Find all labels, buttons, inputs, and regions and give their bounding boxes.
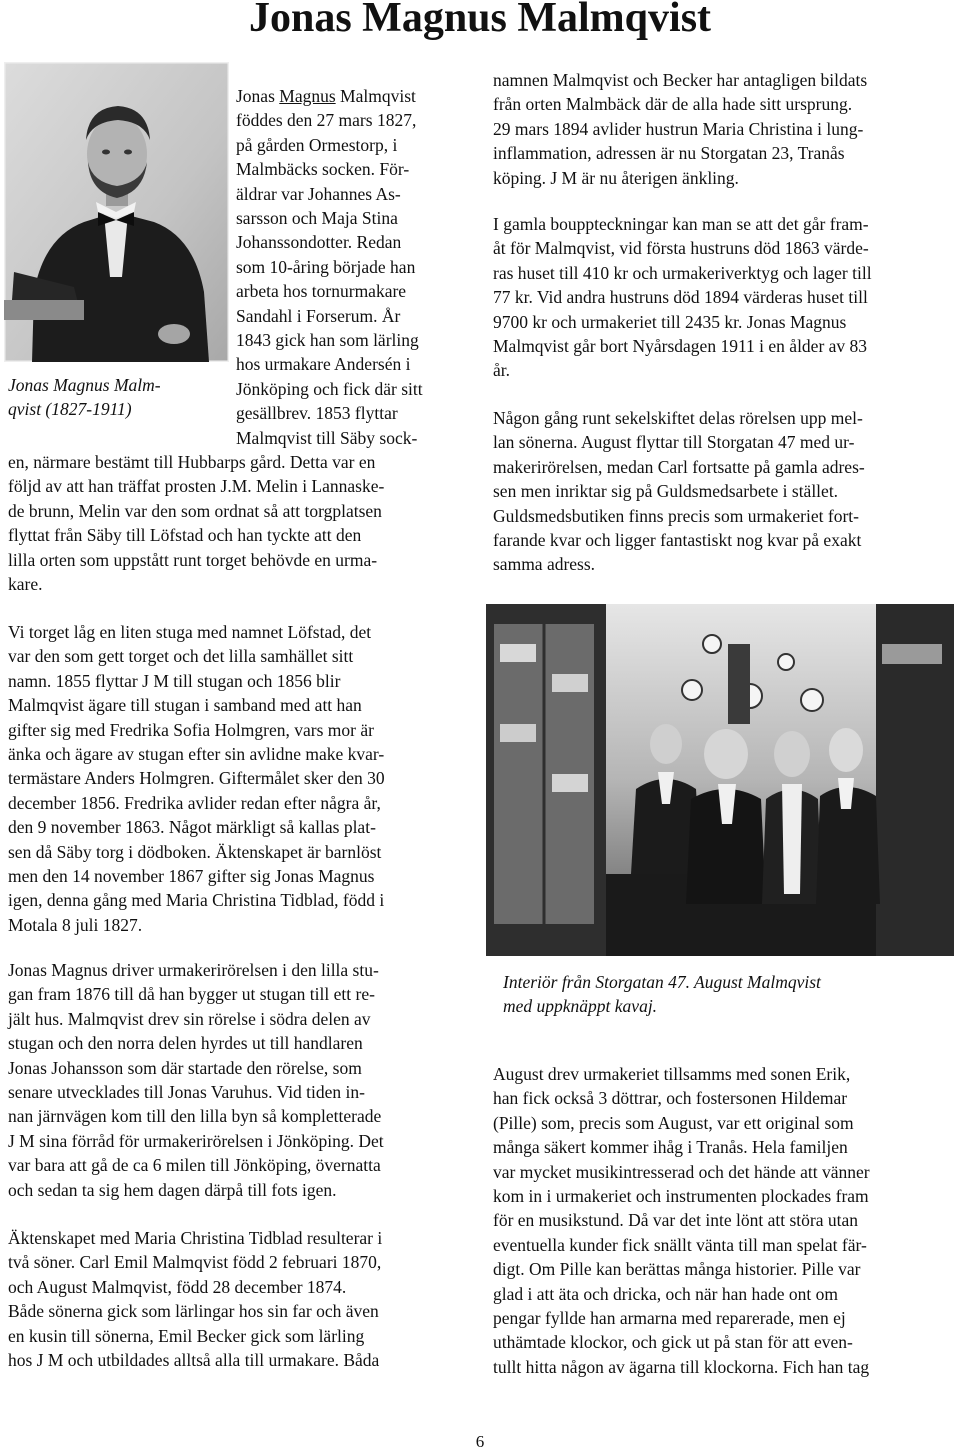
paragraph-line: och sedan ta sig hem dagen därpå till fots igen. bbox=[8, 1179, 337, 1200]
intro-line: Malmbäcks socken. För- bbox=[236, 159, 410, 180]
paragraph-line: digt. Om Pille kan berättas många historier. Pille var bbox=[493, 1259, 861, 1280]
paragraph-line: år. bbox=[493, 360, 511, 381]
intro-line: 1843 gick han som lärling bbox=[236, 330, 419, 351]
paragraph-line: eventuella kunder fick snällt vänta till man spelat fär- bbox=[493, 1234, 867, 1255]
left-paragraph-2 bbox=[8, 620, 478, 937]
intro-line: Johanssondotter. Redan bbox=[236, 232, 402, 253]
paragraph-line: lan sönerna. August flyttar till Storgatan 47 med ur- bbox=[493, 432, 855, 453]
paragraph-line: men den 14 november 1867 gifter sig Jonas Magnus bbox=[8, 866, 375, 887]
intro-line: Jönköping och fick där sitt bbox=[236, 378, 423, 399]
paragraph-line: den 9 november 1863. Något märkligt så kallas plat- bbox=[8, 817, 376, 838]
paragraph-line: sen då Säby torg i dödboken. Äktenskapet är barnlöst bbox=[8, 841, 382, 862]
paragraph-line: Motala 8 juli 1827. bbox=[8, 914, 143, 935]
paragraph-line: åt för Malmqvist, vid första hustruns död 1863 värde- bbox=[493, 238, 869, 259]
paragraph-line: Någon gång runt sekelskiftet delas rörelsen upp mel- bbox=[493, 408, 863, 428]
paragraph-line: var den som gett torget och det lilla samhället sitt bbox=[8, 646, 354, 667]
intro-name-underlined: Magnus bbox=[279, 86, 336, 106]
intro-full-width bbox=[8, 450, 478, 596]
left-paragraph-4 bbox=[8, 1226, 478, 1372]
workshop-caption bbox=[503, 970, 821, 1019]
paragraph-line: Både sönerna gick som lärlingar hos sin far och även bbox=[8, 1301, 379, 1322]
right-paragraph-4 bbox=[493, 1062, 953, 1379]
paragraph-line: J M sina förråd för urmakerirörelsen i Jönköping. Det bbox=[8, 1130, 384, 1151]
intro-line: äldrar var Johannes As- bbox=[236, 183, 401, 204]
paragraph-line: uthämtade klockor, och gick ut på stan för att even- bbox=[493, 1332, 853, 1353]
right-paragraph-1 bbox=[493, 68, 953, 190]
paragraph-line: hos J M och utbildades alltså alla till urmakare. Båda bbox=[8, 1350, 380, 1371]
portrait-photo bbox=[4, 62, 229, 362]
paragraph-line: änka och ägare av stugan efter sin avlidne make kvar- bbox=[8, 744, 385, 765]
paragraph-line: pengar fyllde han armarna med reparerade, men ej bbox=[493, 1308, 846, 1329]
intro-line: Sandahl i Forserum. År bbox=[236, 305, 401, 326]
paragraph-line: december 1856. Fredrika avlider redan efter några år, bbox=[8, 792, 381, 813]
page-title: Jonas Magnus Malmqvist bbox=[248, 0, 712, 41]
paragraph-line: farande kvar och ligger fantastiskt nog kvar på exakt bbox=[493, 530, 862, 551]
paragraph-line: igen, denna gång med Maria Christina Tidblad, född i bbox=[8, 890, 385, 911]
intro-line: sarsson och Maja Stina bbox=[236, 208, 398, 229]
portrait-caption bbox=[8, 373, 161, 422]
paragraph-line: Malmqvist går bort Nyårsdagen 1911 i en ålder av 83 bbox=[493, 336, 868, 357]
paragraph-line: makerirörelsen, medan Carl fortsatte på gamla adres- bbox=[493, 456, 865, 477]
paragraph-line: (Pille) som, precis som August, var ett original som bbox=[493, 1112, 854, 1133]
intro-full-line: lilla orten som uppstått runt torget behövde en urma- bbox=[8, 549, 378, 570]
intro-narrow-column bbox=[236, 84, 476, 450]
paragraph-line: var mycket musikintresserad och det hände att vänner bbox=[493, 1161, 870, 1182]
paragraph-line: kom in i urmakeriet och instrumenten plockades fram bbox=[493, 1186, 869, 1207]
intro-name-after: Malmqvist bbox=[335, 86, 416, 106]
intro-line: hos urmakare Andersén i bbox=[236, 354, 411, 375]
intro-full-line: följd av att han träffat prosten J.M. Melin i Lannaske- bbox=[8, 476, 385, 497]
paragraph-line: sen men inriktar sig på Guldsmedsarbete i stället. bbox=[493, 481, 839, 502]
paragraph-line: August drev urmakeriet tillsamms med sonen Erik, bbox=[493, 1064, 851, 1084]
paragraph-line: namnen Malmqvist och Becker har antagligen bildats bbox=[493, 70, 868, 90]
paragraph-line: 9700 kr och urmakeriet till 2435 kr. Jonas Magnus bbox=[493, 311, 847, 332]
paragraph-line: glad i att äta och dricka, och när han hade ont om bbox=[493, 1283, 839, 1304]
intro-line: Malmqvist till Säby sock- bbox=[236, 427, 418, 448]
intro-line: på gården Ormestorp, i bbox=[236, 134, 398, 155]
intro-name-before: Jonas bbox=[236, 86, 280, 106]
intro-line: som 10-åring började han bbox=[236, 256, 416, 277]
paragraph-line: många säkert kommer ihåg i Tranås. Hela familjen bbox=[493, 1137, 848, 1158]
paragraph-line: senare utvecklades till Jonas Varuhus. Vid tiden in- bbox=[8, 1082, 365, 1103]
paragraph-line: två söner. Carl Emil Malmqvist född 2 februari 1870, bbox=[8, 1252, 382, 1273]
intro-full-line: de brunn, Melin var den som ordnat så att torgplatsen bbox=[8, 500, 382, 521]
left-paragraph-3 bbox=[8, 958, 478, 1202]
paragraph-line: Äktenskapet med Maria Christina Tidblad resulterar i bbox=[8, 1228, 383, 1248]
paragraph-line: gan fram 1876 till då han bygger ut stugan till ett re- bbox=[8, 984, 375, 1005]
intro-line-first bbox=[236, 84, 476, 108]
paragraph-line: samma adress. bbox=[493, 554, 596, 575]
right-paragraph-3 bbox=[493, 406, 953, 577]
paragraph-line: nan järnvägen kom till den lilla byn så kompletterade bbox=[8, 1106, 382, 1127]
intro-line: arbeta hos tornurmakare bbox=[236, 281, 407, 302]
workshop-caption-line-2: med uppknäppt kavaj. bbox=[503, 996, 658, 1017]
paragraph-line: var bara att gå de ca 6 milen till Jönköping, övernatta bbox=[8, 1155, 381, 1176]
paragraph-line: från orten Malmbäck där de alla hade sitt ursprung. bbox=[493, 94, 853, 115]
paragraph-line: 29 mars 1894 avlider hustrun Maria Christina i lung- bbox=[493, 118, 864, 139]
paragraph-line: gifter sig med Fredrika Sofia Holmgren, vars mor är bbox=[8, 719, 374, 740]
paragraph-line: och August Malmqvist, född 28 december 1874. bbox=[8, 1276, 347, 1297]
page-number: 6 bbox=[475, 1432, 485, 1451]
paragraph-line: namn. 1855 flyttar J M till stugan och 1856 blir bbox=[8, 670, 341, 691]
paragraph-line: jält hus. Malmqvist drev sin rörelse i södra delen av bbox=[8, 1008, 371, 1029]
paragraph-line: 77 kr. Vid andra hustruns död 1894 värderas huset till bbox=[493, 287, 868, 308]
paragraph-line: en kusin till sönerna, Emil Becker gick som lärling bbox=[8, 1325, 365, 1346]
intro-line: föddes den 27 mars 1827, bbox=[236, 110, 417, 131]
right-paragraph-2 bbox=[493, 212, 953, 383]
paragraph-line: tullt hitta någon av ägarna till klockorna. Fich han tag bbox=[493, 1356, 870, 1377]
paragraph-line: Vi torget låg en liten stuga med namnet Löfstad, det bbox=[8, 622, 372, 642]
paragraph-line: han fick också 3 döttrar, och fostersonen Hildemar bbox=[493, 1088, 848, 1109]
workshop-photo bbox=[486, 604, 954, 956]
portrait-image bbox=[4, 62, 229, 362]
paragraph-line: Jonas Magnus driver urmakerirörelsen i den lilla stu- bbox=[8, 960, 379, 980]
workshop-caption-line-1: Interiör från Storgatan 47. August Malmqvist bbox=[503, 972, 821, 992]
paragraph-line: Jonas Johansson som där startade den rörelse, som bbox=[8, 1057, 362, 1078]
portrait-caption-line-1: Jonas Magnus Malm- bbox=[8, 375, 161, 395]
paragraph-line: inflammation, adressen är nu Storgatan 23, Tranås bbox=[493, 143, 845, 164]
paragraph-line: I gamla bouppteckningar kan man se att det går fram- bbox=[493, 214, 869, 234]
paragraph-line: Malmqvist ägare till stugan i samband med att han bbox=[8, 695, 362, 716]
paragraph-line: ras huset till 410 kr och urmakeriverktyg och lager till bbox=[493, 262, 872, 283]
intro-full-line: flyttat från Säby till Löfstad och han tyckte att den bbox=[8, 525, 362, 546]
portrait-caption-line-2: qvist (1827-1911) bbox=[8, 399, 132, 420]
paragraph-line: för en musikstund. Då var det inte lönt att störa utan bbox=[493, 1210, 858, 1231]
paragraph-line: Guldsmedsbutiken finns precis som urmakeriet fort- bbox=[493, 505, 859, 526]
paragraph-line: termästare Anders Holmgren. Giftermålet sker den 30 bbox=[8, 768, 385, 789]
paragraph-line: köping. J M är nu återigen änkling. bbox=[493, 167, 739, 188]
workshop-image bbox=[486, 604, 954, 956]
intro-full-line: kare. bbox=[8, 574, 43, 595]
paragraph-line: stugan och den norra delen hyrdes ut till handlaren bbox=[8, 1033, 363, 1054]
intro-line: gesällbrev. 1853 flyttar bbox=[236, 403, 398, 424]
intro-full-line: en, närmare bestämt till Hubbarps gård. Detta var en bbox=[8, 452, 376, 472]
